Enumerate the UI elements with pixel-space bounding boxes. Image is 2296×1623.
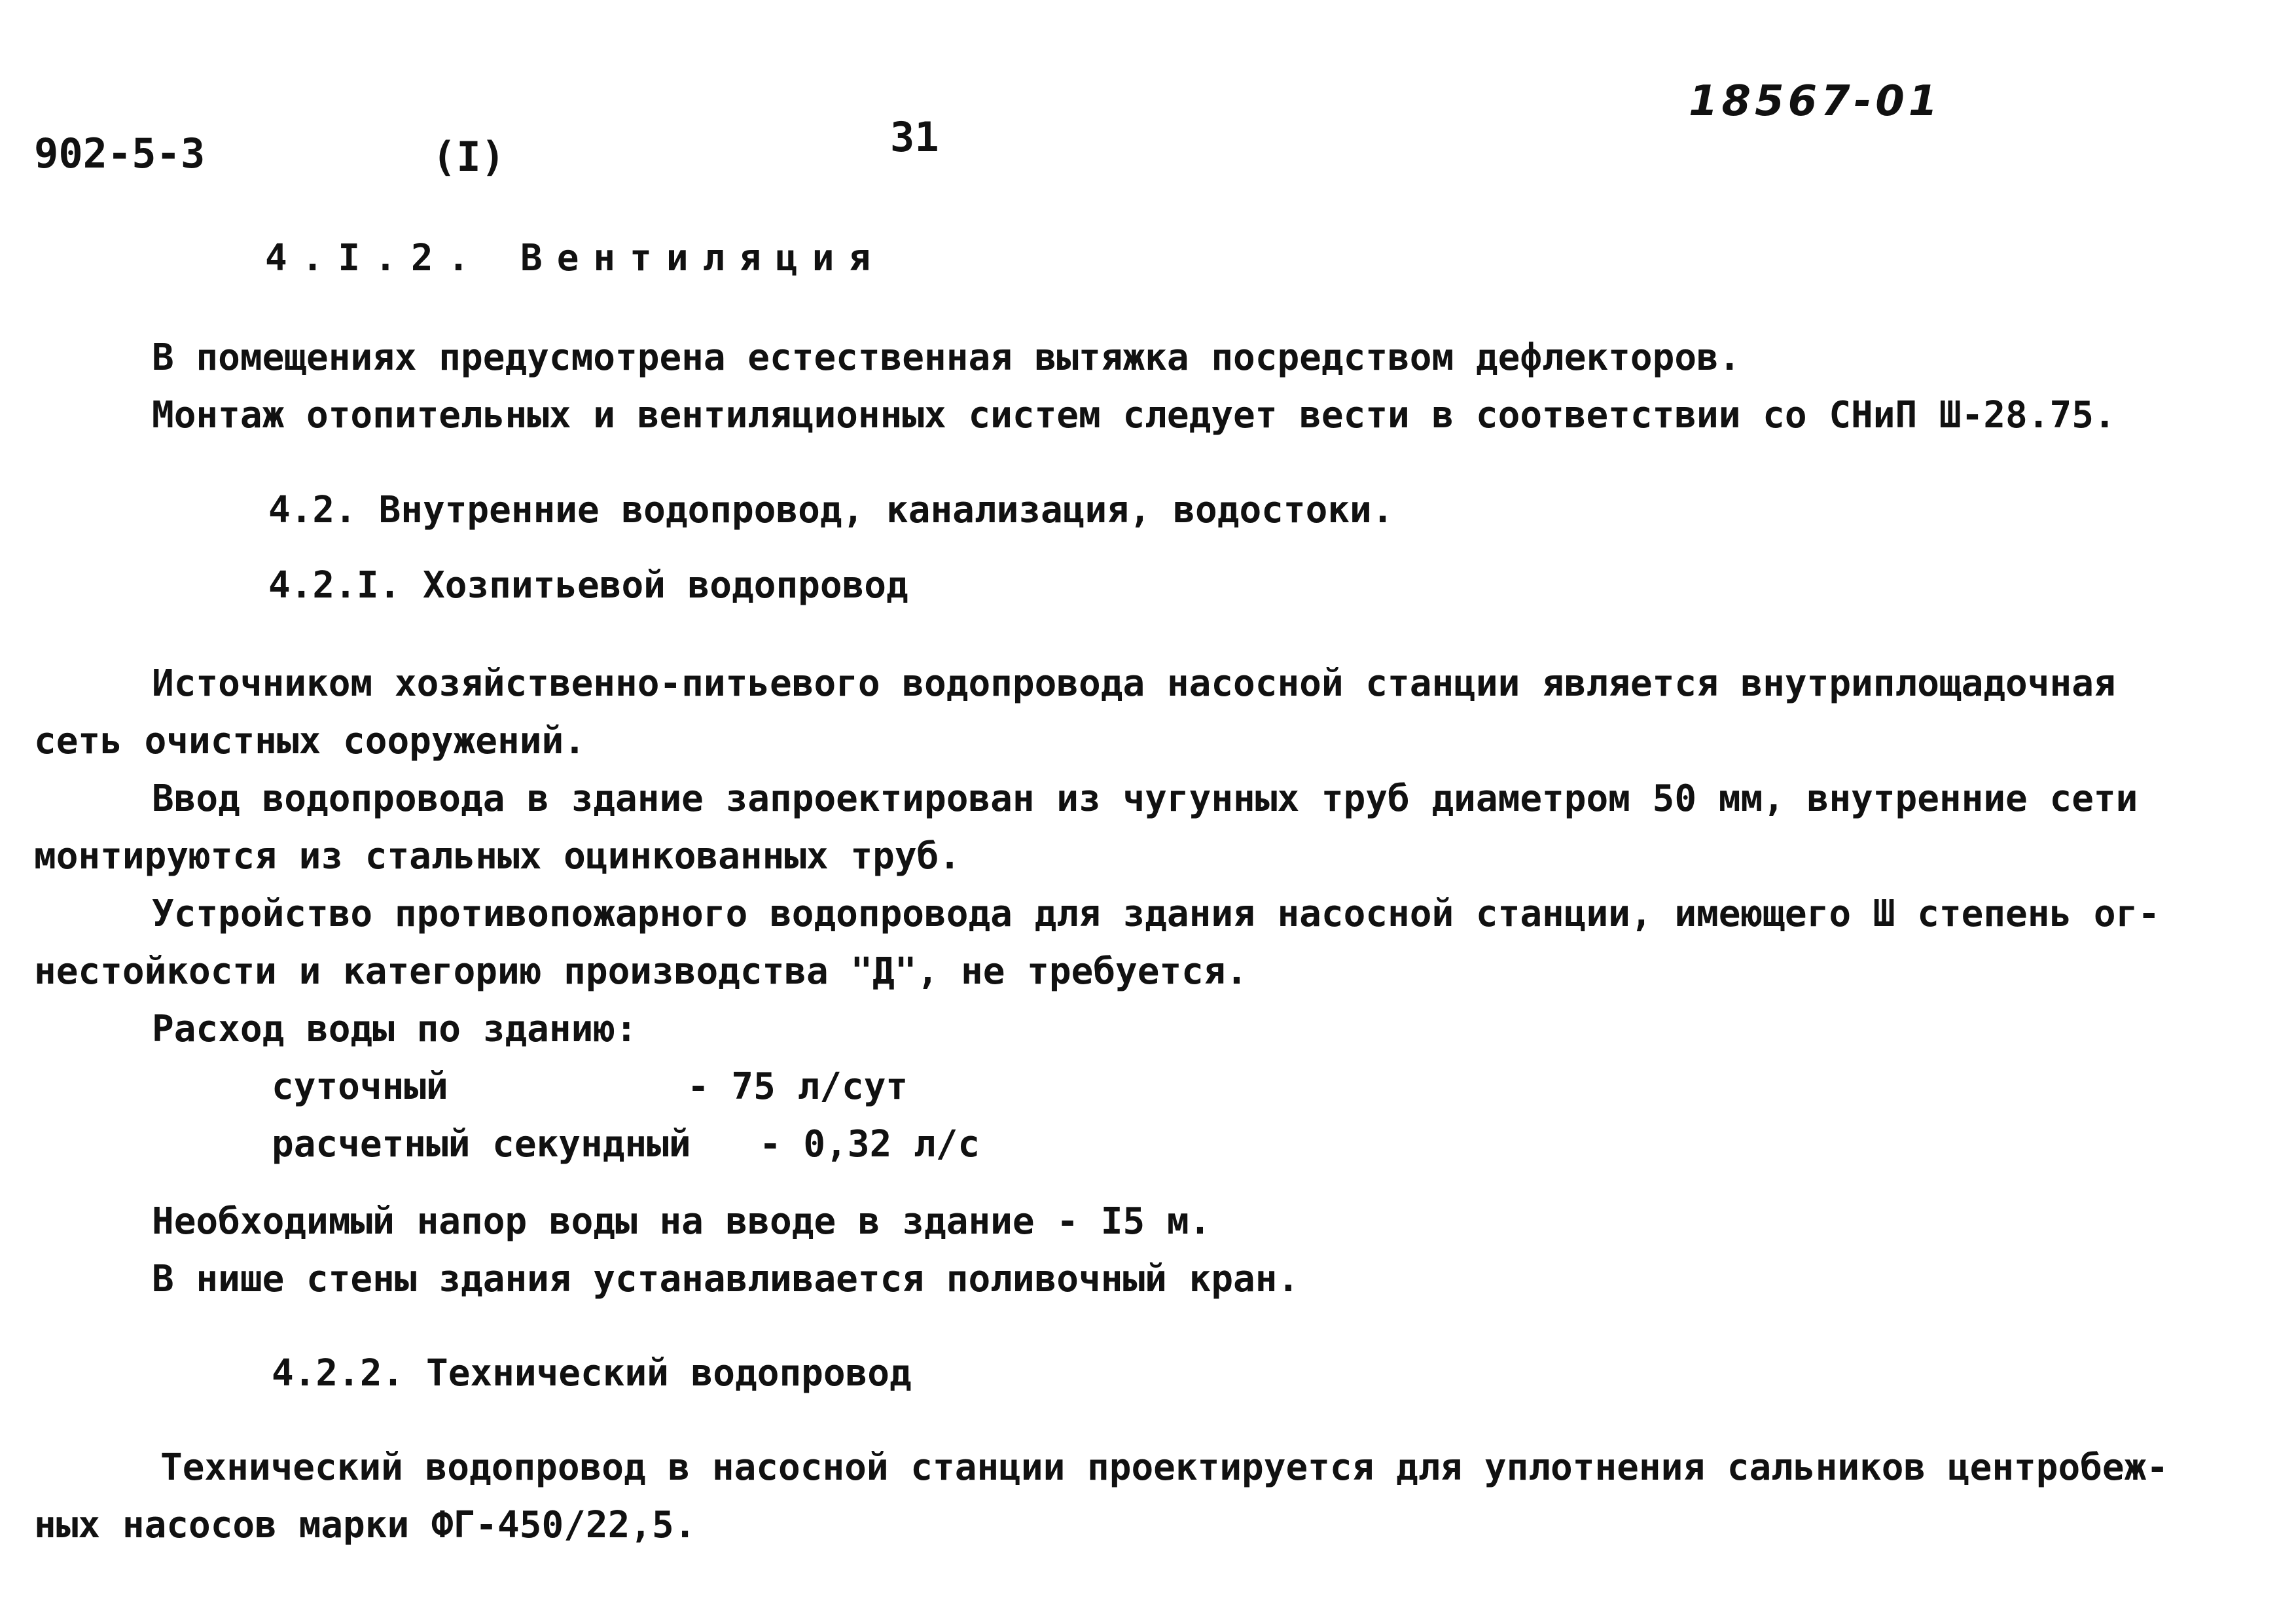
paragraph-line: В нише стены здания устанавливается поливочный кран. [152,1258,1300,1300]
paragraph-line: Расход воды по зданию: [152,1008,637,1050]
consumption-value: - 75 л/сут [687,1065,908,1108]
paragraph-line: Монтаж отопительных и вентиляционных систем следует вести в соответствии со СНиП Ш-28.75. [152,394,2116,437]
consumption-label: суточный [272,1065,448,1108]
consumption-value: - 0,32 л/с [759,1123,980,1166]
subsection-title-drinking-water: 4.2.I. Хозпитьевой водопровод [268,564,908,607]
paragraph-line: Источником хозяйственно-питьевого водопровода насосной станции является внутриплощадочная [152,662,2116,705]
paragraph-line: В помещениях предусмотрена естественная вытяжка посредством дефлекторов. [152,336,1741,379]
paragraph-line: ных насосов марки ФГ-450/22,5. [34,1504,696,1546]
section-title-ventilation: 4.I.2. Вентиляция [265,237,886,279]
subsection-title-technical-water: 4.2.2. Технический водопровод [272,1352,912,1395]
document-number: 902-5-3 [34,130,206,177]
paragraph-line: нестойкости и категорию производства "Д", не требуется. [34,950,1248,993]
page-number: 31 [890,113,939,161]
paragraph-line: Ввод водопровода в здание запроектирован из чугунных труб диаметром 50 мм, внутренние сети [152,777,2138,820]
handwritten-code: 18567-01 [1689,77,1942,126]
part-number: (I) [432,133,505,181]
paragraph-line: сеть очистных сооружений. [34,720,586,762]
paragraph-line: монтируются из стальных оцинкованных труб. [34,835,961,878]
consumption-label: расчетный секундный [272,1123,691,1166]
section-title-water: 4.2. Внутренние водопровод, канализация, водостоки. [268,489,1394,531]
paragraph-line: Технический водопровод в насосной станции проектируется для уплотнения сальников центробеж- [160,1446,2169,1489]
paragraph-line: Необходимый напор воды на вводе в здание - I5 м. [152,1200,1211,1243]
paragraph-line: Устройство противопожарного водопровода для здания насосной станции, имеющего Ш степень ог- [152,893,2161,935]
